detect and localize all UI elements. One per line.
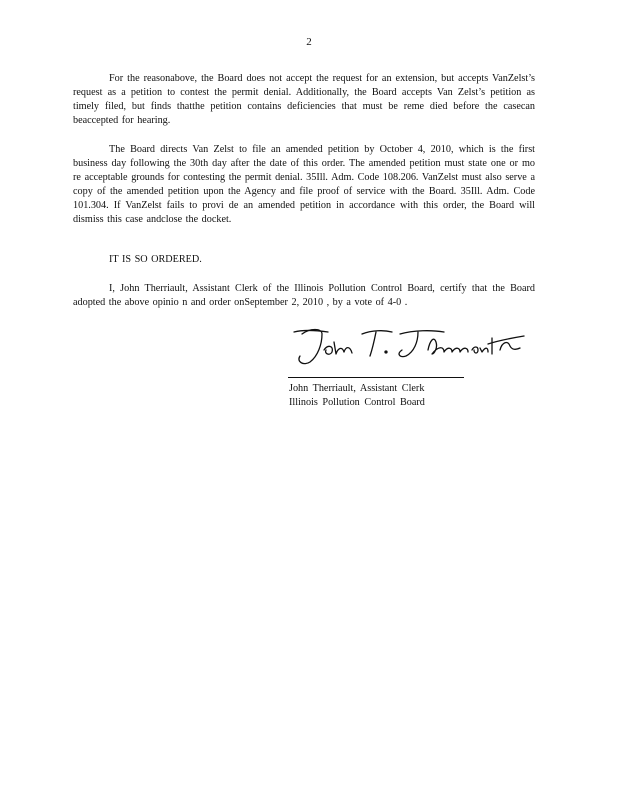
handwritten-signature bbox=[288, 320, 528, 368]
paragraph-extension-request: For the reasonabove, the Board does not accept the request for an extension, but accepts VanZelst’s request as a petition to contest the permit denial. Additionally, the Board accepts Van Zelst’s petition as timely filed, but finds thatthe petition contains deficiencies that must be reme died before the casecan beaccepted for hearing. bbox=[73, 73, 535, 126]
signature-line bbox=[288, 377, 464, 378]
paragraph-certification: I, John Therriault, Assistant Clerk of the Illinois Pollution Control Board, certify that the Board adopted the above opinio n and order onSeptember 2, 2010 , by a vote of 4-0 . bbox=[73, 283, 535, 308]
paragraph-amended-petition: The Board directs Van Zelst to file an amended petition by October 4, 2010, which is the first business day following the 30th day after the date of this order. The amended petition must state one or mo re acceptable grounds for contesting the permit denial. 35Ill. Adm. Code 108.206. VanZelst must also serve a copy of the amended petition upon the Agency and file proof of service with the Board. 35Ill. Adm. Code 101.304. If VanZelst fails to provi de an amended petition in accordance with this order, the Board will dismiss this case andclose the docket. bbox=[73, 144, 535, 225]
signer-organization: Illinois Pollution Control Board bbox=[289, 397, 425, 408]
paragraph-so-ordered: IT IS SO ORDERED. bbox=[109, 254, 202, 265]
page-number: 2 bbox=[306, 36, 312, 48]
signer-name-title: John Therriault, Assistant Clerk bbox=[289, 383, 425, 394]
